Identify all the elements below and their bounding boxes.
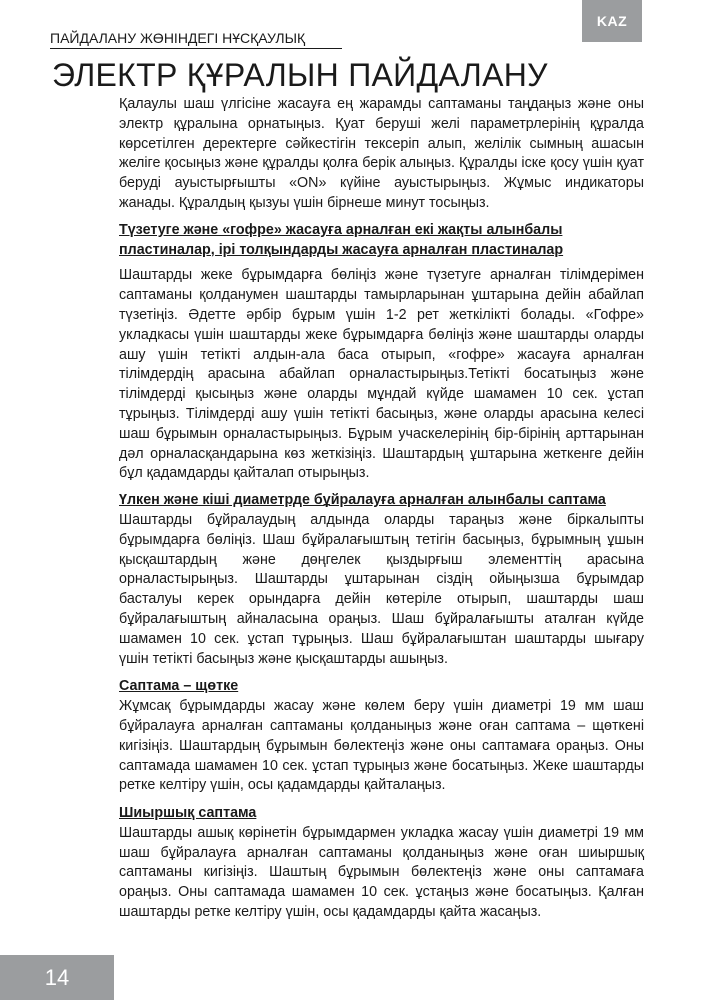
content xyxy=(119,95,644,923)
page-number: 14 xyxy=(0,955,114,1000)
intro-paragraph: Қалаулы шаш үлгісіне жасауға ең жарамды саптаманы таңдаңыз және оны электр құралына орнатыңыз. Қуат беруші желі параметрлерінің құралда көрсетілген деректерге сәйкестігін тексеріп алып, желілік сымның ашасын желіге қосыңыз және құралды қолға берік алыңыз. Құралды іске қосу үшін қуат беруді ауыстырғышты «ON» күйіне ауыстырыңыз. Жұмыс индикаторы жанады. Құралдың қызуы үшін бірнеше минут тосыңыз. xyxy=(119,96,644,211)
section-body-curling: Шаштарды бұйралаудың алдында оларды тараңыз және біркалыпты бұрымдарға бөліңіз. Шаш бұйралағыштың тетігін басыңыз, бұрымның ұшын қысқаштардың және дөңгелек қыздырғыш элементтің арасына орналастырыңыз. Шаштарды ұштарынан сіздің ойыңызша бұрымдар басталуы керек орындарға дейін көтеріле отырып, шаштарды шаш бұйралағыштың айналасына ораңыз. Шаш бұйралағышты аталған күйде шамамен 10 сек. ұстап тұрыңыз. Шаш бұйралағыштан шаштарды шығару үшін тетікті басыңыз және қысқаштарды ашыңыз. xyxy=(119,511,644,667)
section-body-brush: Жұмсақ бұрымдарды жасау және көлем беру үшін диаметрі 19 мм шаш бұйралауға арналған саптаманы қолданыңыз және оған саптама – щөткені кигізіңіз. Шаштардың бұрымын бөлектеңіз және оны саптамаға ораңыз. Оны саптамада шамамен 10 сек. ұстап тұрыңыз және босатыңыз. Жеке шаштарды ретке келтіру үшін, осы қадамдарды қайталаңыз. xyxy=(119,698,644,794)
section-heading-brush: Саптама – щөтке xyxy=(119,678,239,695)
section-body-plates: Шаштарды жеке бұрымдарға бөліңіз және түзетуге арналған тілімдерімен саптаманы қолданумен шаштарды тамырларынан ұштарына дейін абайлап түзетіңіз. Әдетте әрбір бұрым үшін 1-2 рет жеткілікті болады. «Гофре» укладкасы үшін шаштарды жеке бұрымдарға бөліңіз және шаштарды оларды ашу үшін тетікті алдын-ала басa отырып, «гофре» жасауға арналған тілімдердің арасына абайлап орналастырыңыз.Тетікті босатыңыз және тілімдерді қысыңыз және оларды мұндай күйде шамамен 10 сек. ұстап тұрыңыз. Тілімдерді ашу үшін тетікті басыңыз, және оларды арасына келесі шаш бұрымын орналастырыңыз. Бұрым учаскелерінің бір-бірінің арттарынан дәл орналасқандарына көз жеткізіңіз. Шаштардың ұштарына жеткенге дейін бұл қадамдарды қайталап отырыңыз. xyxy=(119,267,644,482)
language-tab: KAZ xyxy=(582,0,642,42)
section-heading-spiral: Шиыршық саптама xyxy=(119,805,257,822)
section-header: ПАЙДАЛАНУ ЖӨНІНДЕГІ НҰСҚАУЛЫҚ xyxy=(50,30,342,49)
section-heading-plates: Түзетуге және «гофре» жасауға арналған екі жақты алынбалы пластиналар, ірі толқындарды жасауға арналған пластиналар xyxy=(119,221,564,258)
section-body-spiral: Шаштарды ашық көрінетін бұрымдармен укладка жасау үшін диаметрі 19 мм шаш бұйралауға арналған саптаманы қолданыңыз және оған шиыршық саптаманы кигізіңіз. Шаштың бұрымын бөлектеңіз және оны саптамаға ораңыз. Оны саптамада шамамен 10 сек. ұстаңыз және босатыңыз. Қалған шаштарды ретке келтіру үшін, осы қадамдарды қайта жасаңыз. xyxy=(119,824,644,921)
page-title: ЭЛЕКТР ҚҰРАЛЫН ПАЙДАЛАНУ xyxy=(52,57,548,93)
section-heading-curling: Үлкен және кіші диаметрде бұйралауға арналған алынбалы саптама xyxy=(119,492,606,509)
